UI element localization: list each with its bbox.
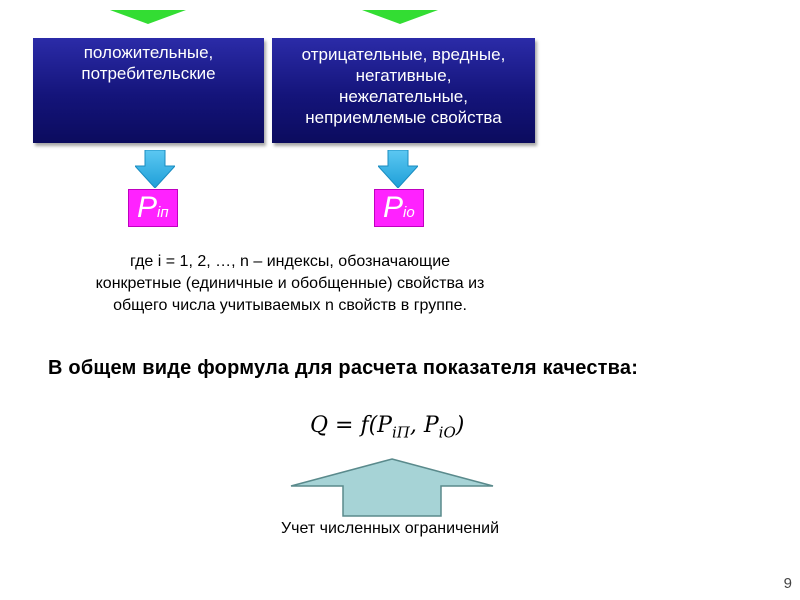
negative-line-3: нежелательные, [339,87,468,106]
constraints-arrow-up-icon [289,458,495,518]
explanation-line-2: конкретные (единичные и обобщенные) свойства из [95,275,485,292]
negative-line-4: неприемлемые свойства [305,108,502,127]
formula-end: ) [455,413,465,438]
p-positive-label [128,189,178,227]
formula-lhs: Q = f(P [310,413,392,438]
index-explanation [30,251,550,317]
positive-line-1: положительные, [83,43,214,62]
p-negative-letter: P [383,191,404,224]
p-positive-letter: P [137,191,158,224]
negative-properties-box [272,38,535,143]
negative-line-2: негативные, [355,66,452,85]
constraints-label: Учет численных ограничений [280,520,499,537]
positive-properties-box [33,38,264,143]
p-negative-label [374,189,424,227]
p-positive-subscript: iп [157,204,169,221]
quality-formula [310,413,500,441]
cyan-arrow-down-icon [135,150,175,188]
formula-heading: В общем виде формула для расчета показателя качества: [48,357,639,379]
negative-line-1: отрицательные, вредные, [301,45,506,64]
green-arrow-down-icon [110,10,186,24]
explanation-line-1: где i = 1, 2, …, n – индексы, обозначающие [129,253,451,270]
green-arrow-down-icon [362,10,438,24]
formula-sub-negative: iO [438,423,456,442]
explanation-line-3: общего числа учитываемых n свойств в группе. [113,297,467,314]
cyan-arrow-down-icon [378,150,418,188]
formula-mid: , P [409,413,439,438]
formula-sub-positive: iП [391,423,410,442]
p-negative-subscript: iо [403,204,415,221]
positive-line-2: потребительские [81,64,216,83]
page-number: 9 [783,575,792,592]
